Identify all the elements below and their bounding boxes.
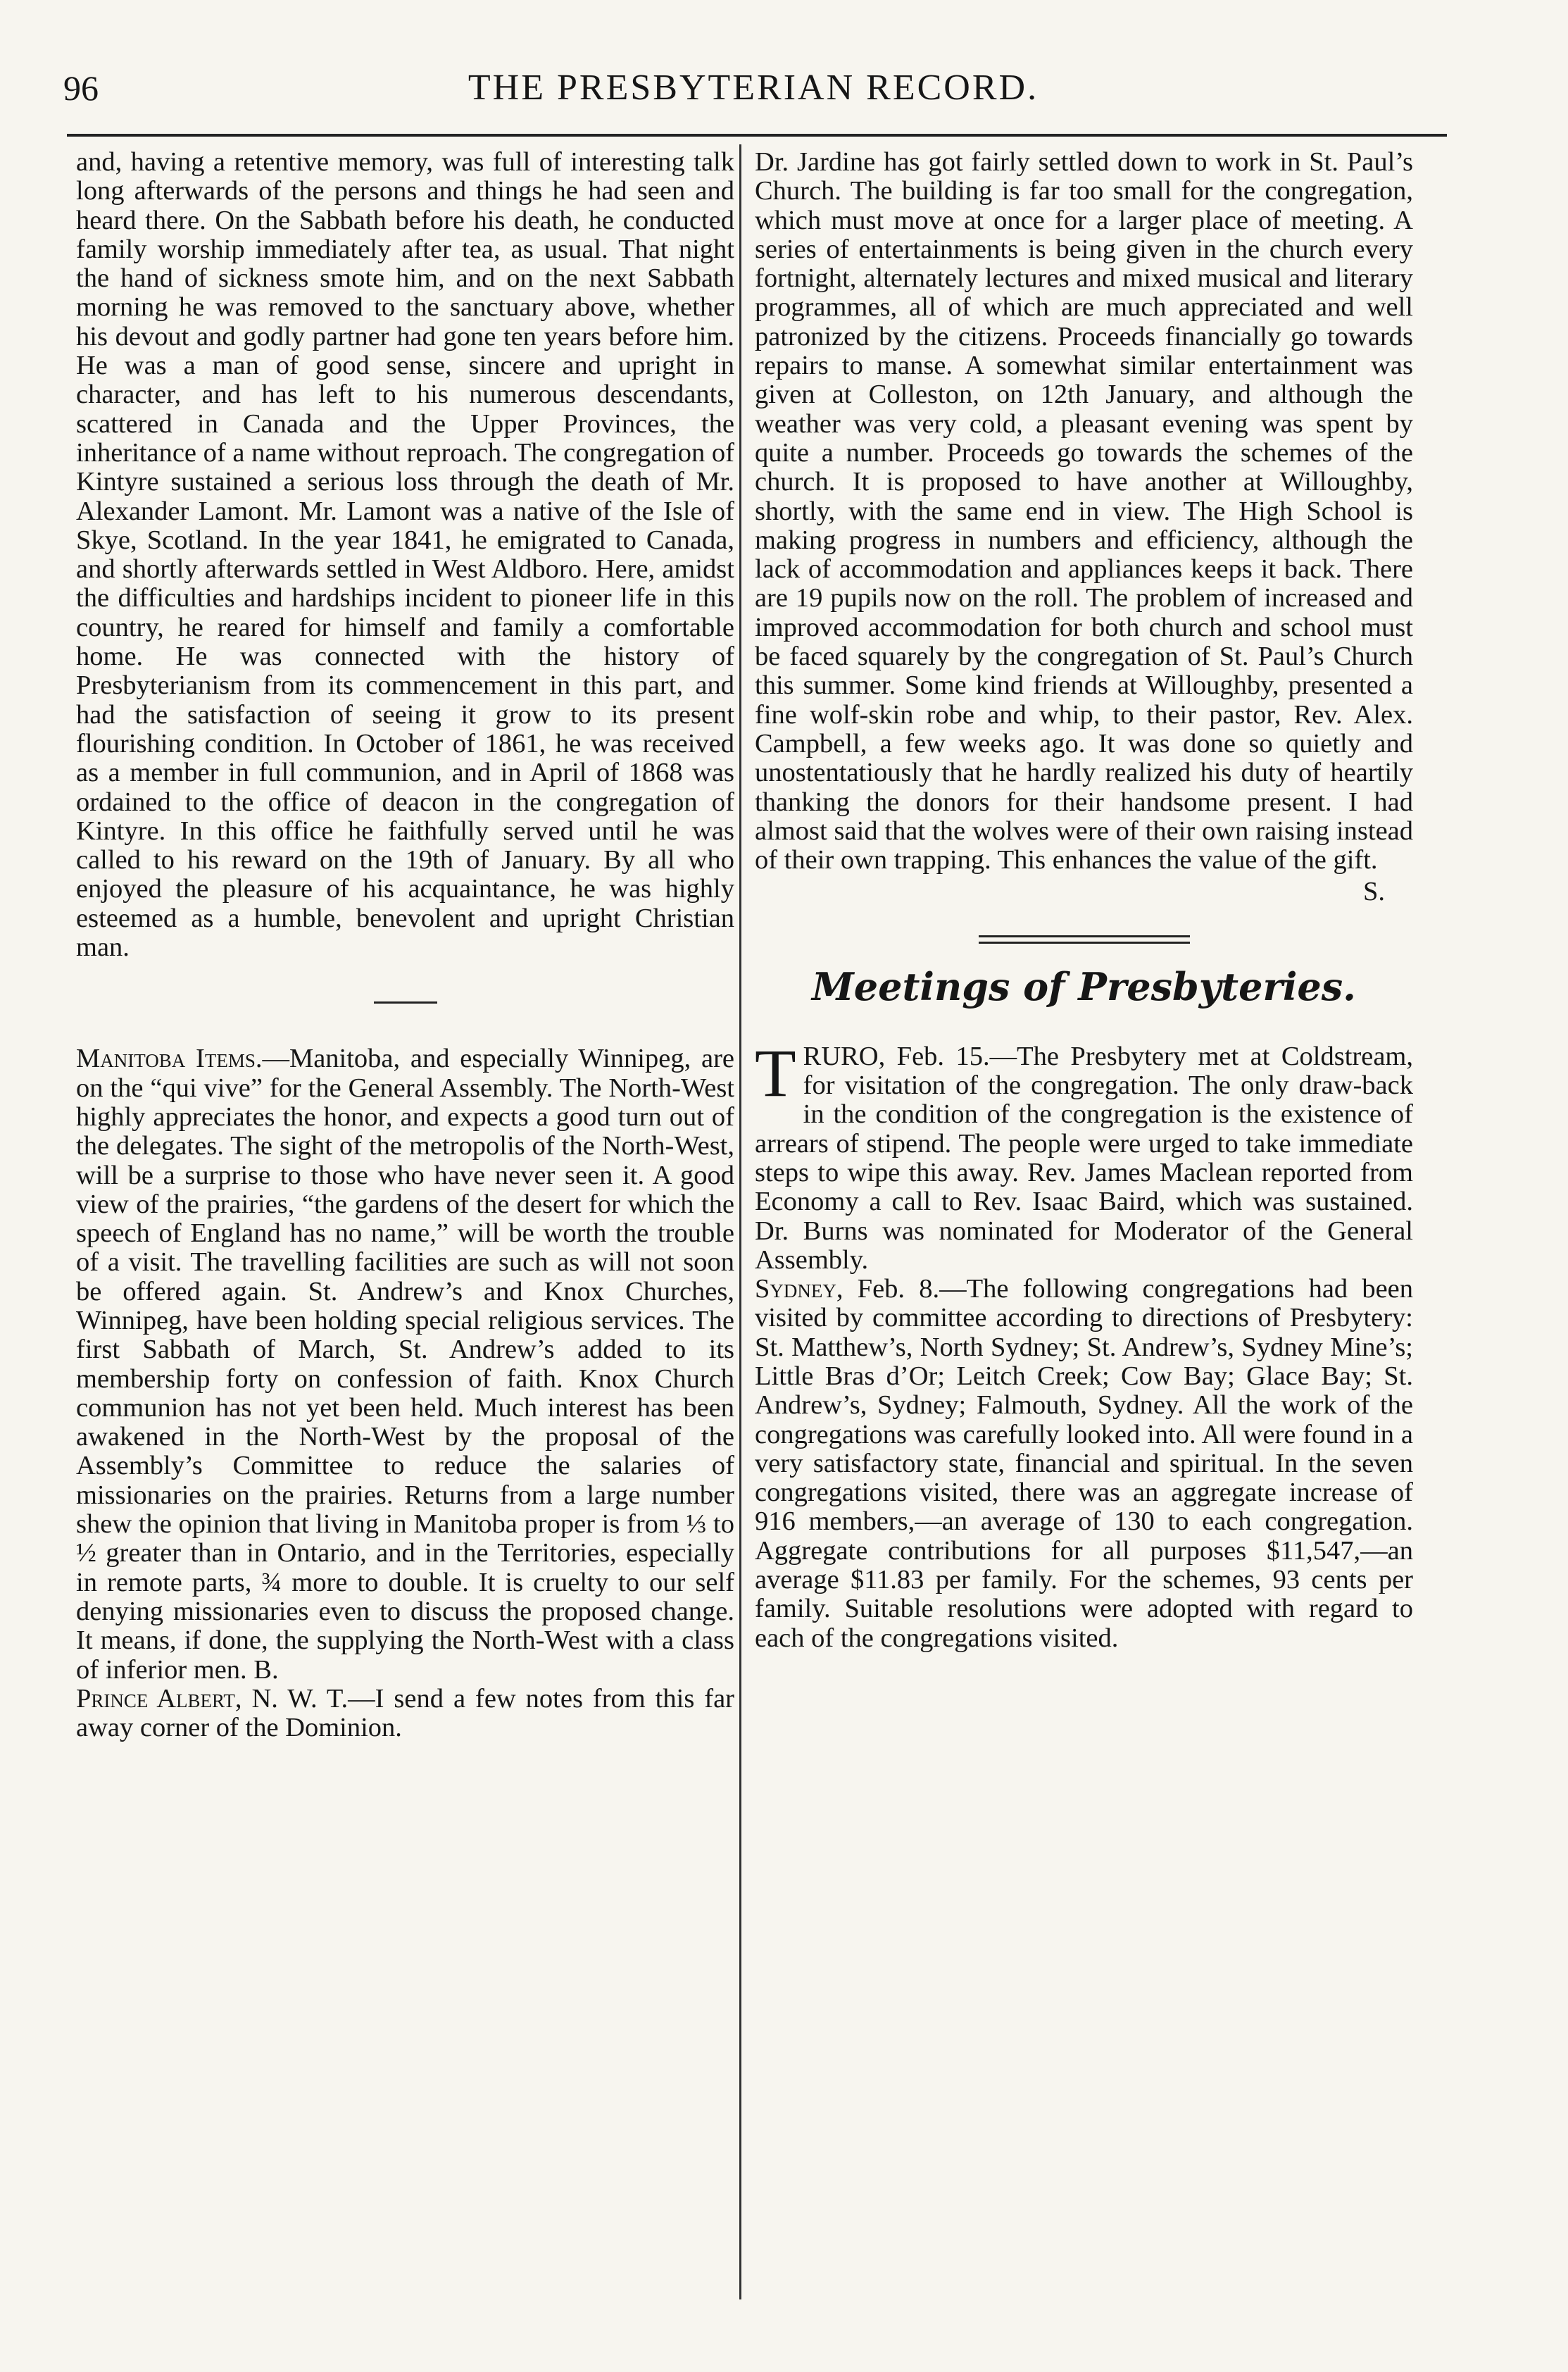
column-divider <box>739 144 741 2299</box>
sydney-paragraph <box>755 1275 1413 1653</box>
obituary-paragraph: and, having a retentive memory, was full of interesting talk long afterwards of the persons and things he had seen and heard there. On the Sabbath before his death, he conducted family worship immediately after tea, as usual. That night the hand of sickness smote him, and on the next Sabbath morning he was removed to the sanctuary above, whether his devout and godly partner had gone ten years before him. He was a man of good sense, sincere and upright in character, and has left to his numerous descendants, scattered in Canada and the Upper Provinces, the inheritance of a name without reproach. The congregation of Kintyre sustained a serious loss through the death of Mr. Alexander Lamont. Mr. Lamont was a native of the Isle of Skye, Scotland. In the year 1841, he emigrated to Canada, and shortly afterwards settled in West Aldboro. Here, amidst the difficulties and hardships incident to pioneer life in this country, he reared for himself and family a comfortable home. He was connected with the history of Presbyterianism from its commencement in this part, and had the satisfaction of seeing it grow to its present flourishing condition. In October of 1861, he was received as a member in full communion, and in April of 1868 was ordained to the office of deacon in the congregation of Kintyre. In this office he faithfully served until he was called to his reward on the 19th of January. By all who enjoyed the pleasure of his acquaintance, he was highly esteemed as a humble, benevolent and upright Christian man. <box>76 147 734 963</box>
manitoba-items-paragraph <box>76 1044 734 1685</box>
right-column <box>755 148 1413 2296</box>
signature: S. <box>1362 877 1385 907</box>
double-rule-line-top <box>979 935 1190 937</box>
manitoba-items-text: —Manitoba, and especially Winnipeg, are on the “qui vive” for the General Assembly. The North-West highly appreciates the honor, and expects a good turn out of the delegates. The sight of the metropolis of the North-West, will be a surprise to those who have never seen it. A good view of the prairies, “the gardens of the desert for which the speech of England has no name,” will be worth the trouble of a visit. The travelling facilities are such as will not soon be offered again. St. Andrew’s and Knox Churches, Winnipeg, have been holding special religious services. The first Sabbath of March, St. Andrew’s added to its membership forty on confession of faith. Knox Church communion has not yet been held. Much interest has been awakened in the North-West by the proposal of the Assembly’s Committee to reduce the salaries of missionaries on the prairies. Returns from a large number shew the opinion that living in Manitoba proper is from ⅓ to ½ greater than in Ontario, and in the Territories, especially in remote parts, ¾ more to double. It is cruelty to our self denying missionaries even to discuss the proposed change. It means, if done, the supplying the North-West with a class of inferior men. B. <box>76 1044 734 1685</box>
sydney-text: Feb. 8.—The following congregations had been visited by committee according to directions of Presbytery: St. Matthew’s, North Sydney; St. Andrew’s, Sydney Mine’s; Little Bras d’Or; Leitch Creek; Cow Bay; Glace Bay; St. Andrew’s, Sydney; Falmouth, Sydney. All the work of the congregations was carefully looked into. All were found in a very satisfactory state, financial and spiritual. In the seven congregations visited, there was an aggregate increase of 916 members,—an average of 130 to each congregation. Aggregate contributions for all purposes $11,547,—an average $11.83 per family. For the schemes, 93 cents per family. Suitable resolutions were adopted with regard to each of the congregations visited. <box>755 1274 1413 1653</box>
header-rule <box>67 134 1447 137</box>
page-number: 96 <box>63 68 99 108</box>
prince-albert-heading: Prince Albert, <box>76 1683 242 1714</box>
truro-text: RURO, Feb. 15.—The Presbytery met at Coldstream, for visitation of the congregation. The only draw-back in the condition of the congregation is the existence of arrears of stipend. The people were urged to take immediate steps to wipe this away. Rev. James Maclean reported from Economy a call to Rev. Isaac Baird, which was sustained. Dr. Burns was nominated for Moderator of the General Assembly. <box>755 1041 1413 1275</box>
sydney-heading: Sydney, <box>755 1274 843 1304</box>
truro-paragraph <box>755 1035 1413 1275</box>
prince-albert-text: N. W. T.—I send a few notes from this far away corner of the Dominion. <box>76 1683 734 1743</box>
page-header <box>63 63 1443 120</box>
section-separator <box>374 1001 437 1004</box>
left-column <box>76 148 734 2296</box>
presbyteries-section-heading: Meetings of Presbyteries. <box>812 963 1356 1009</box>
publication-title: THE PRESBYTERIAN RECORD. <box>468 68 1039 108</box>
prince-albert-paragraph <box>76 1685 734 1743</box>
truro-drop-cap: T <box>755 1035 796 1111</box>
continued-paragraph: Dr. Jardine has got fairly settled down to work in St. Paul’s Church. The building is far too small for the congregation, which must move at once for a larger place of meeting. A series of entertainments is being given in the church every fortnight, alternately lectures and mixed musical and literary programmes, all of which are much appreciated and well patronized by the citizens. Proceeds financially go towards repairs to manse. A somewhat similar entertainment was given at Colleston, on 12th January, and although the weather was very cold, a pleasant evening was spent by quite a number. Proceeds go towards the schemes of the church. It is proposed to have another at Willoughby, shortly, with the same end in view. The High School is making progress in numbers and efficiency, although the lack of accommodation and appliances keeps it back. There are 19 pupils now on the roll. The problem of increased and improved accommodation for both church and school must be faced squarely by the congregation of St. Paul’s Church this summer. Some kind friends at Willoughby, presented a fine wolf-skin robe and whip, to their pastor, Rev. Alex. Campbell, a few weeks ago. It was done so quietly and unostentatiously that he hardly realized his duty of heartily thanking the donors for their handsome present. I had almost said that the wolves were of their own raising instead of their own trapping. This enhances the value of the gift. <box>755 147 1413 875</box>
double-rule-line-bottom <box>979 942 1190 944</box>
double-rule <box>979 935 1190 944</box>
manitoba-items-heading: Manitoba Items. <box>76 1044 263 1074</box>
